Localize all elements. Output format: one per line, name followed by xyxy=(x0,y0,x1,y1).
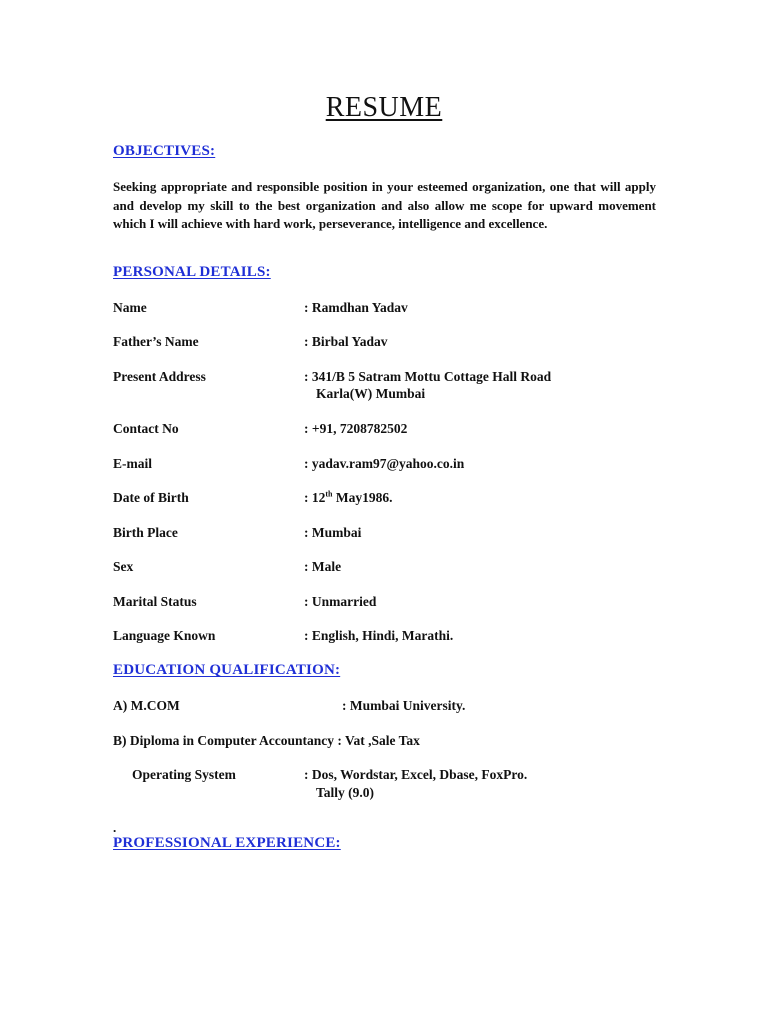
stray-dot: . xyxy=(113,820,117,835)
resume-title: RESUME xyxy=(325,92,443,123)
dob-value-suffix-sup: th xyxy=(325,489,333,499)
sex-label: Sex xyxy=(113,559,134,574)
dob-value-month-year: May1986. xyxy=(332,490,393,505)
address-label: Present Address xyxy=(113,369,206,384)
mcom-label: A) M.COM xyxy=(113,698,180,713)
education-heading: EDUCATION QUALIFICATION: xyxy=(113,662,341,678)
os-value-line2: Tally (9.0) xyxy=(316,785,375,800)
email-value: : yadav.ram97@yahoo.co.in xyxy=(304,456,465,471)
language-value: : English, Hindi, Marathi. xyxy=(304,628,454,643)
personal-details-heading: PERSONAL DETAILS: xyxy=(113,264,271,280)
marital-status-value: : Unmarried xyxy=(304,594,377,609)
marital-status-label: Marital Status xyxy=(113,594,197,609)
name-label: Name xyxy=(113,300,147,315)
sex-value: : Male xyxy=(304,559,342,574)
mcom-value: : Mumbai University. xyxy=(342,698,466,713)
objectives-heading: OBJECTIVES: xyxy=(113,143,216,159)
language-label: Language Known xyxy=(113,628,216,643)
contact-label: Contact No xyxy=(113,421,179,436)
address-value-line1: : 341/B 5 Satram Mottu Cottage Hall Road xyxy=(304,369,552,384)
dob-value-day: : 12 xyxy=(304,490,326,505)
objectives-text: Seeking appropriate and responsible position in your esteemed organization, one that will apply and develop my skill to the best organization and also allow me scope for upward movement which I will achieve with hard work, perseverance, intelligence and excellence. xyxy=(113,179,656,231)
dob-value xyxy=(304,489,393,506)
address-value-line2: Karla(W) Mumbai xyxy=(316,386,426,401)
dob-label: Date of Birth xyxy=(113,490,189,505)
diploma-line: B) Diploma in Computer Accountancy : Vat ,Sale Tax xyxy=(113,733,420,748)
os-value-line1: : Dos, Wordstar, Excel, Dbase, FoxPro. xyxy=(304,767,528,782)
birth-place-value: : Mumbai xyxy=(304,525,362,540)
father-name-value: : Birbal Yadav xyxy=(304,334,388,349)
os-label: Operating System xyxy=(132,767,236,782)
birth-place-label: Birth Place xyxy=(113,525,178,540)
father-name-label: Father’s Name xyxy=(113,334,199,349)
email-label: E-mail xyxy=(113,456,152,471)
name-value: : Ramdhan Yadav xyxy=(304,300,408,315)
experience-heading: PROFESSIONAL EXPERIENCE: xyxy=(113,835,341,851)
contact-value: : +91, 7208782502 xyxy=(304,421,408,436)
